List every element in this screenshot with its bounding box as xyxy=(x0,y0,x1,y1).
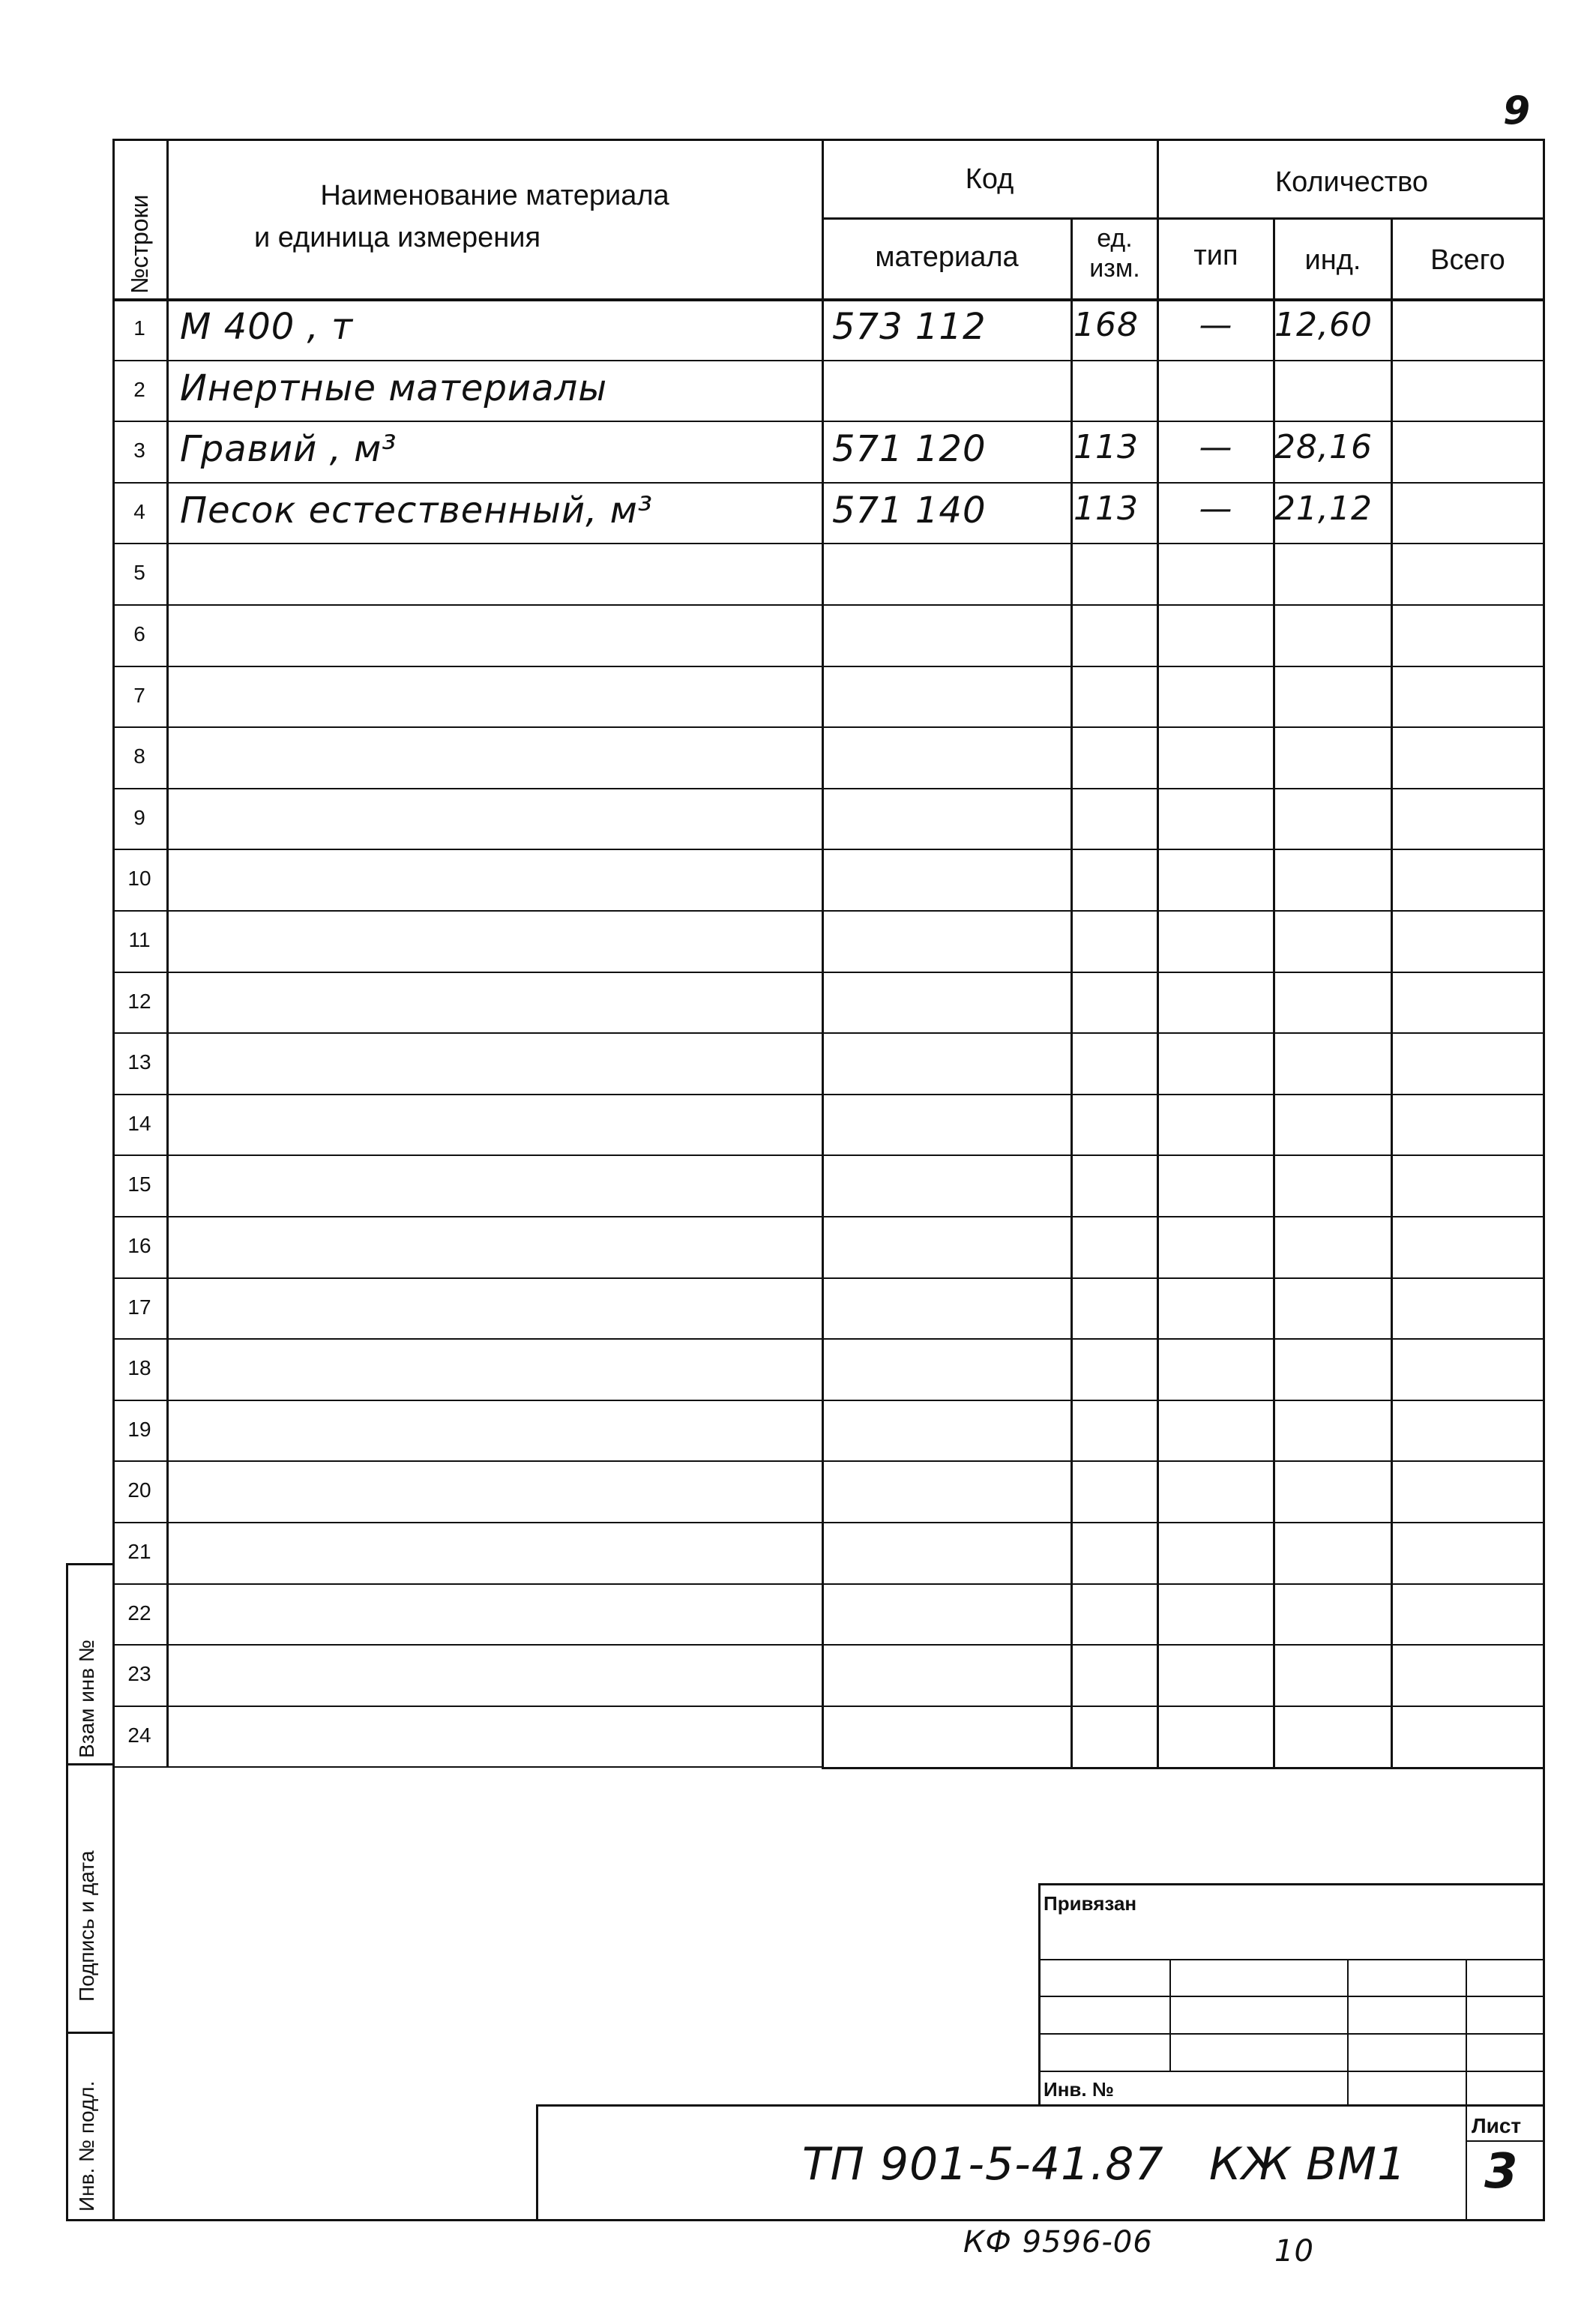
row-number: 17 xyxy=(127,1295,151,1319)
name-header-line1: Наименование материала xyxy=(320,180,669,211)
row-number: 14 xyxy=(127,1111,151,1135)
code-header: Код xyxy=(965,163,1014,195)
row-number-header: №строки xyxy=(126,194,153,294)
inv-podl-label: Инв. № подл. xyxy=(75,2080,98,2212)
quantity-header: Количество xyxy=(1274,166,1429,198)
cell-type: — xyxy=(1199,306,1233,344)
row-number: 1 xyxy=(133,316,145,340)
row-number: 24 xyxy=(127,1723,151,1747)
row-number: 12 xyxy=(127,989,151,1013)
row-number: 8 xyxy=(133,744,145,768)
row-number: 7 xyxy=(133,683,145,707)
row-number: 23 xyxy=(127,1662,151,1686)
row-number: 21 xyxy=(127,1540,151,1563)
row-number: 20 xyxy=(127,1478,151,1502)
privyazan-label: Привязан xyxy=(1044,1892,1137,1915)
cell-type: — xyxy=(1199,489,1233,528)
row-number: 15 xyxy=(127,1172,151,1196)
sheet-label: Лист xyxy=(1472,2114,1522,2137)
cell-name: Инертные материалы xyxy=(180,367,608,409)
quantity-ind-header: инд. xyxy=(1304,244,1361,276)
name-header-line2: и единица измерения xyxy=(253,222,541,253)
cell-name: Песок естественный, м³ xyxy=(180,489,654,532)
cell-unit: 168 xyxy=(1073,306,1139,344)
row-number: 10 xyxy=(127,867,151,891)
code-unit-header: ед. изм. xyxy=(1089,224,1140,283)
sheet-number: 3 xyxy=(1484,2144,1519,2200)
row-number: 5 xyxy=(133,561,145,585)
cell-unit: 113 xyxy=(1073,489,1139,528)
page-number: 9 xyxy=(1503,88,1532,133)
cell-name: Гравий , м³ xyxy=(180,428,397,471)
row-number: 4 xyxy=(133,499,145,523)
signature-date-label: Подпись и дата xyxy=(75,1850,98,2002)
row-number: 6 xyxy=(133,622,145,645)
row-number: 9 xyxy=(133,805,145,829)
cell-name: М 400 , т xyxy=(180,306,354,348)
row-number: 22 xyxy=(127,1601,151,1625)
quantity-total-header: Всего xyxy=(1430,244,1505,276)
copy-number: 10 xyxy=(1274,2234,1314,2269)
cell-code: 571 120 xyxy=(832,428,987,471)
vzam-inv-label: Взам инв № xyxy=(75,1640,98,1758)
row-number: 19 xyxy=(127,1417,151,1441)
cell-ind: 28,16 xyxy=(1274,428,1373,467)
row-number: 2 xyxy=(133,377,145,401)
cell-ind: 12,60 xyxy=(1274,306,1373,344)
archive-code: КФ 9596-06 xyxy=(963,2225,1153,2260)
inv-no-label: Инв. № xyxy=(1044,2078,1114,2101)
cell-code: 573 112 xyxy=(832,306,987,348)
cell-ind: 21,12 xyxy=(1274,489,1373,528)
cell-unit: 113 xyxy=(1073,428,1139,467)
row-number: 13 xyxy=(127,1050,151,1074)
row-number: 11 xyxy=(128,928,151,951)
quantity-type-header: тип xyxy=(1193,240,1238,271)
row-number: 18 xyxy=(127,1356,151,1380)
row-number: 16 xyxy=(127,1234,151,1257)
row-number: 3 xyxy=(133,439,145,463)
cell-type: — xyxy=(1199,428,1233,467)
cell-code: 571 140 xyxy=(832,489,987,532)
document-code: ТП 901-5-41.87 КЖ ВМ1 xyxy=(802,2138,1407,2191)
code-material-header: материала xyxy=(875,241,1019,273)
